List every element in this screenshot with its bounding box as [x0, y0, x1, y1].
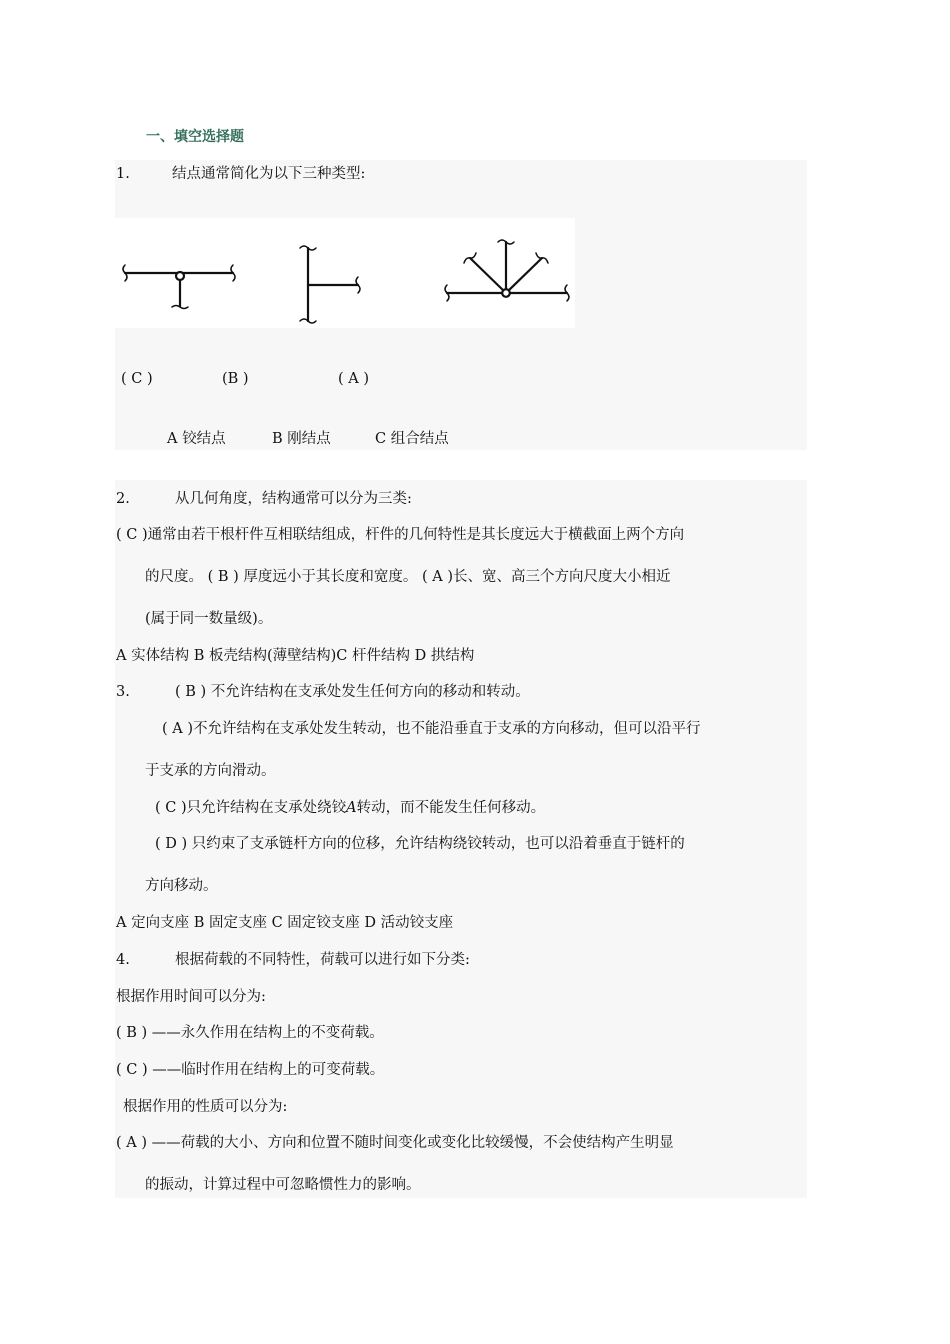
q3-line-2: ( A )不允许结构在支承处发生转动，也不能沿垂直于支承的方向移动，但可以沿平行	[162, 721, 701, 737]
q3-line-4-hinge-label: A	[346, 800, 357, 816]
q1-option-a: A 铰结点	[167, 431, 226, 447]
q3-line-4	[155, 798, 545, 818]
q1-option-b: B 刚结点	[272, 431, 331, 447]
combined-joint-icon	[445, 240, 569, 301]
q2-line-3: (属于同一数量级)。	[145, 611, 273, 627]
q4-sub-2: 根据作用的性质可以分为:	[123, 1099, 288, 1115]
q1-answer-1: ( C )	[121, 371, 153, 387]
q3-line-6: 方向移动。	[145, 878, 218, 894]
rigid-joint-icon	[300, 246, 360, 323]
q3-line-4-part-1: ( C )只允许结构在支承处绕铰	[155, 800, 347, 816]
q4-answer-1: ( B ) ——永久作用在结构上的不变荷载。	[116, 1025, 384, 1041]
q3-line-4-part-2: 转动，而不能发生任何移动。	[356, 800, 546, 816]
hinge-joint-icon	[123, 265, 235, 309]
q4-sub-1: 根据作用时间可以分为:	[116, 989, 266, 1005]
q4-answer-3-cont: 的振动，计算过程中可忽略惯性力的影响。	[145, 1177, 421, 1193]
q3-line-3: 于支承的方向滑动。	[145, 763, 276, 779]
q1-answer-3: ( A )	[338, 371, 370, 387]
q1-option-c: C 组合结点	[375, 431, 449, 447]
q1-text: 结点通常简化为以下三种类型:	[172, 166, 366, 182]
q1-answer-2: (B )	[222, 371, 249, 387]
q2-line-1: ( C )通常由若干根杆件互相联结组成，杆件的几何特性是其长度远大于横截面上两个方向	[116, 527, 685, 543]
section-heading: 一、填空选择题	[146, 129, 244, 145]
q3-number: 3.	[116, 684, 130, 700]
q2-line-2: 的尺度。 ( B ) 厚度远小于其长度和宽度。 ( A )长、宽、高三个方向尺度大小相近	[145, 569, 671, 585]
q3-options: A 定向支座 B 固定支座 C 固定铰支座 D 活动铰支座	[116, 915, 454, 931]
q4-text: 根据荷载的不同特性，荷载可以进行如下分类:	[175, 952, 470, 968]
q4-answer-2: ( C ) ——临时作用在结构上的可变荷载。	[116, 1062, 385, 1078]
q3-line-1: ( B ) 不允许结构在支承处发生任何方向的移动和转动。	[175, 684, 530, 700]
q1-number: 1.	[116, 166, 130, 182]
q2-options: A 实体结构 B 板壳结构(薄壁结构)C 杆件结构 D 拱结构	[116, 648, 475, 664]
q4-number: 4.	[116, 952, 130, 968]
q2-number: 2.	[116, 491, 130, 507]
joint-types-diagram	[115, 218, 575, 328]
q4-answer-3: ( A ) ——荷载的大小、方向和位置不随时间变化或变化比较缓慢，不会使结构产生明显	[116, 1135, 674, 1151]
q3-line-5: ( D ) 只约束了支承链杆方向的位移，允许结构绕铰转动，也可以沿着垂直于链杆的	[155, 836, 685, 852]
q2-text: 从几何角度，结构通常可以分为三类:	[175, 491, 412, 507]
